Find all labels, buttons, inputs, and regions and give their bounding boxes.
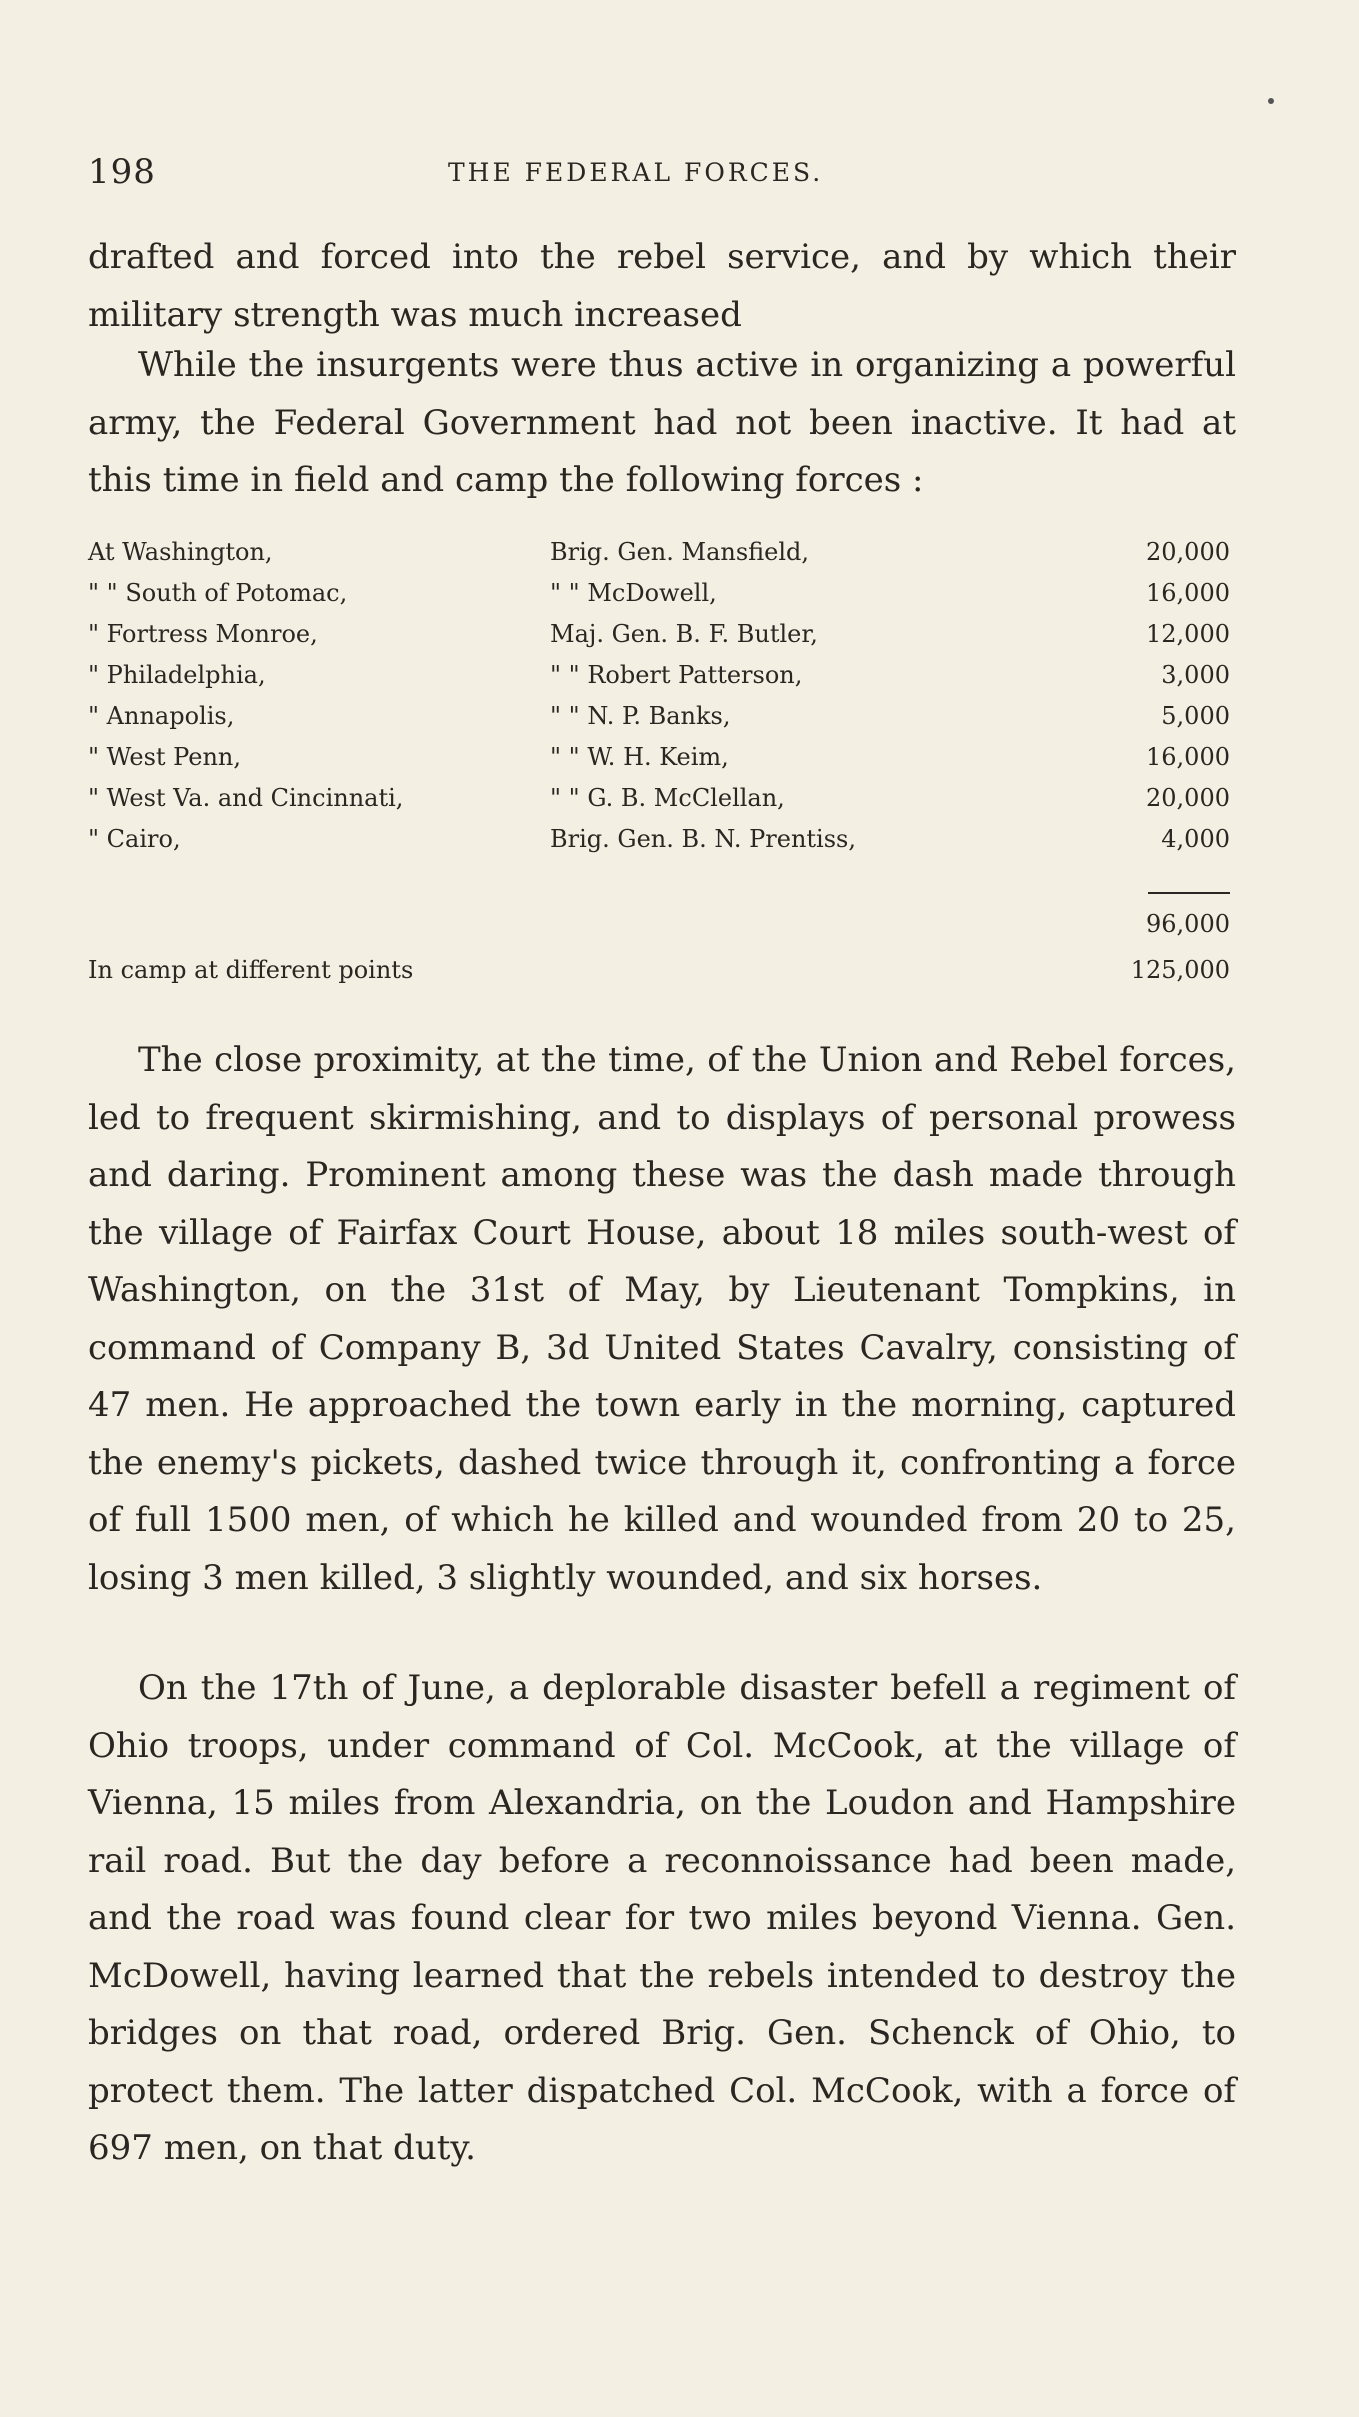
forces-table (88, 538, 1230, 984)
strength-cell: 20,000 (1146, 784, 1230, 812)
strength-cell: 16,000 (1146, 579, 1230, 607)
table-row (88, 620, 1230, 661)
strength-cell: 4,000 (1161, 825, 1230, 853)
total-strength: 96,000 (1146, 910, 1230, 938)
print-speck (1268, 98, 1274, 104)
strength-cell: 12,000 (1146, 620, 1230, 648)
paragraph-federal-government: While the insurgents were thus active in organizing a powerful army, the Federal Government had not been inactive. It had at this time in field and camp the following forces : (88, 345, 1236, 500)
table-row (88, 538, 1230, 579)
commander-cell: Brig. Gen. Mansfield, (550, 538, 810, 566)
location-cell: " Fortress Monroe, (88, 620, 318, 648)
commander-cell: " " N. P. Banks, (550, 702, 731, 730)
location-cell: " West Va. and Cincinnati, (88, 784, 404, 812)
running-head (88, 152, 1248, 192)
strength-cell: 5,000 (1161, 702, 1230, 730)
camp-label: In camp at different points (88, 956, 414, 984)
camp-strength: 125,000 (1130, 956, 1230, 984)
page-number: 198 (88, 152, 156, 192)
location-cell: " Annapolis, (88, 702, 235, 730)
commander-cell: Maj. Gen. B. F. Butler, (550, 620, 818, 648)
commander-cell: " " Robert Patterson, (550, 661, 803, 689)
camp-row (88, 956, 1230, 996)
strength-cell: 3,000 (1161, 661, 1230, 689)
strength-cell: 20,000 (1146, 538, 1230, 566)
commander-cell: " " McDowell, (550, 579, 717, 607)
location-cell: " Philadelphia, (88, 661, 266, 689)
table-row (88, 784, 1230, 825)
strength-cell: 16,000 (1146, 743, 1230, 771)
paragraph-continuation: drafted and forced into the rebel service, and by which their military strength was much increased (88, 237, 1236, 335)
table-row (88, 579, 1230, 620)
paragraph-fairfax-dash: The close proximity, at the time, of the Union and Rebel forces, led to frequent skirmishing, and to displays of personal prowess and daring. Prominent among these was the dash made through the village of Fairfax Court House, about 18 miles south-west of Washington, on the 31st of May, by Lieutenant Tompkins, in command of Company B, 3d United States Cavalry, consisting of 47 men. He approached the town early in the morning, captured the enemy's pickets, dashed twice through it, confronting a force of full 1500 men, of which he killed and wounded from 20 to 25, losing 3 men killed, 3 slightly wounded, and six horses. (88, 1040, 1236, 1598)
location-cell: " Cairo, (88, 825, 181, 853)
location-cell: " West Penn, (88, 743, 241, 771)
running-title: THE FEDERAL FORCES. (448, 158, 824, 187)
table-row (88, 743, 1230, 784)
commander-cell: " " G. B. McClellan, (550, 784, 785, 812)
commander-cell: Brig. Gen. B. N. Prentiss, (550, 825, 856, 853)
sum-rule (1148, 892, 1230, 894)
paragraph-vienna-disaster: On the 17th of June, a deplorable disaster befell a regiment of Ohio troops, under command of Col. McCook, at the village of Vienna, 15 miles from Alexandria, on the Loudon and Hampshire rail road. But the day before a reconnoissance had been made, and the road was found clear for two miles beyond Vienna. Gen. McDowell, having learned that the rebels intended to destroy the bridges on that road, ordered Brig. Gen. Schenck of Ohio, to protect them. The latter dispatched Col. McCook, with a force of 697 men, on that duty. (88, 1668, 1236, 2168)
commander-cell: " " W. H. Keim, (550, 743, 729, 771)
location-cell: " " South of Potomac, (88, 579, 348, 607)
total-row (88, 910, 1230, 950)
location-cell: At Washington, (88, 538, 273, 566)
table-row (88, 702, 1230, 743)
table-row (88, 825, 1230, 866)
table-row (88, 661, 1230, 702)
